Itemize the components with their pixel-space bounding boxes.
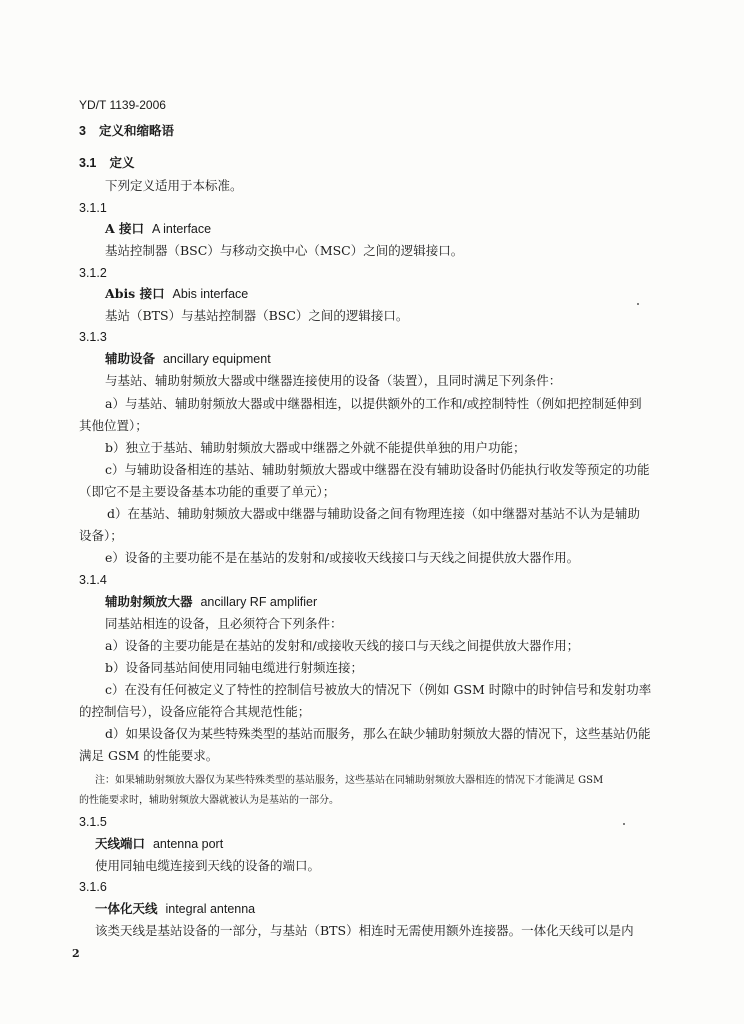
term-en: integral antenna bbox=[165, 902, 256, 916]
paragraph-line: 其他位置）； bbox=[79, 418, 148, 433]
paragraph-line: 的控制信号），设备应能符合其规范性能； bbox=[79, 704, 311, 719]
paragraph-line: d）如果设备仅为某些特殊类型的基站而服务，那么在缺少辅助射频放大器的情况下，这些基站仍能 bbox=[105, 726, 651, 741]
term-en: Abis interface bbox=[172, 287, 249, 301]
paragraph-line: a）与基站、辅助射频放大器或中继器相连，以提供额外的工作和/或控制特性（例如把控制延伸到 bbox=[105, 396, 642, 411]
term-cn: 辅助射频放大器 bbox=[105, 594, 193, 609]
paragraph-line: e）设备的主要功能不是在基站的发射和/或接收天线接口与天线之间提供放大器作用。 bbox=[105, 550, 580, 565]
term-en: ancillary RF amplifier bbox=[200, 595, 318, 609]
clause-3-1-3-number: 3.1.3 bbox=[79, 330, 107, 344]
term-en: A interface bbox=[152, 222, 212, 236]
term-cn: Abis 接口 bbox=[105, 286, 165, 301]
definition-abis-interface: 基站（BTS）与基站控制器（BSC）之间的逻辑接口。 bbox=[105, 308, 409, 323]
clause-3-1-6-number: 3.1.6 bbox=[79, 880, 107, 894]
clause-number: 3.1 bbox=[79, 156, 97, 170]
term-cn: 辅助设备 bbox=[105, 351, 156, 366]
paragraph-line: 与基站、辅助射频放大器或中继器连接使用的设备（装置），且同时满足下列条件： bbox=[105, 373, 562, 388]
term-cn: A 接口 bbox=[105, 221, 145, 236]
term-a-interface bbox=[105, 221, 211, 237]
paragraph-line: b）设备同基站间使用同轴电缆进行射频连接； bbox=[105, 660, 364, 675]
scan-speck bbox=[623, 823, 625, 825]
paragraph-line: c）在没有任何被定义了特性的控制信号被放大的情况下（例如 GSM 时隙中的时钟信号和发射功率 bbox=[105, 682, 652, 697]
scan-speck bbox=[637, 303, 639, 305]
term-ancillary-rf-amplifier bbox=[105, 594, 317, 610]
note-line: 注：如果辅助射频放大器仅为某些特殊类型的基站服务，这些基站在同辅助射频放大器相连的情况下才能满足 GSM bbox=[95, 775, 604, 786]
clause-3-1-4-number: 3.1.4 bbox=[79, 573, 107, 587]
paragraph-line: a）设备的主要功能是在基站的发射和/或接收天线的接口与天线之间提供放大器作用； bbox=[105, 638, 580, 653]
term-cn: 一体化天线 bbox=[95, 901, 158, 916]
note-line: 的性能要求时，辅助射频放大器就被认为是基站的一部分。 bbox=[79, 795, 339, 806]
term-en: ancillary equipment bbox=[162, 352, 271, 366]
section-title: 定义和缩略语 bbox=[99, 123, 175, 138]
section-heading bbox=[79, 123, 174, 139]
section-number: 3 bbox=[79, 124, 86, 138]
term-antenna-port bbox=[95, 836, 223, 852]
clause-3-1-5-number: 3.1.5 bbox=[79, 815, 107, 829]
term-en: antenna port bbox=[152, 837, 224, 851]
definition-a-interface: 基站控制器（BSC）与移动交换中心（MSC）之间的逻辑接口。 bbox=[105, 243, 464, 258]
term-ancillary-equipment bbox=[105, 351, 271, 367]
paragraph-line: 该类天线是基站设备的一部分，与基站（BTS）相连时无需使用额外连接器。一体化天线可以是内 bbox=[95, 923, 634, 938]
paragraph-line: d）在基站、辅助射频放大器或中继器与辅助设备之间有物理连接（如中继器对基站不认为是辅助 bbox=[107, 506, 641, 521]
paragraph-line: 设备）； bbox=[79, 528, 123, 543]
term-abis-interface bbox=[105, 286, 248, 302]
paragraph-line: b）独立于基站、辅助射频放大器或中继器之外就不能提供单独的用户功能； bbox=[105, 440, 526, 455]
term-cn: 天线端口 bbox=[95, 836, 146, 851]
paragraph-line: c）与辅助设备相连的基站、辅助射频放大器或中继器在没有辅助设备时仍能执行收发等预定的功能 bbox=[105, 462, 650, 477]
definition-antenna-port: 使用同轴电缆连接到天线的设备的端口。 bbox=[95, 858, 321, 873]
clause-3-1-intro: 下列定义适用于本标准。 bbox=[105, 178, 243, 193]
page-number: 2 bbox=[72, 947, 80, 960]
clause-title: 定义 bbox=[109, 155, 135, 170]
paragraph-line: 满足 GSM 的性能要求。 bbox=[79, 748, 219, 763]
term-integral-antenna bbox=[95, 901, 255, 917]
paragraph-line: 同基站相连的设备，且必须符合下列条件： bbox=[105, 616, 343, 631]
paragraph-line: （即它不是主要设备基本功能的重要了单元）； bbox=[79, 484, 336, 499]
doc-code: YD/T 1139-2006 bbox=[79, 98, 166, 112]
clause-3-1-heading bbox=[79, 155, 134, 171]
clause-3-1-1-number: 3.1.1 bbox=[79, 201, 107, 215]
clause-3-1-2-number: 3.1.2 bbox=[79, 266, 107, 280]
